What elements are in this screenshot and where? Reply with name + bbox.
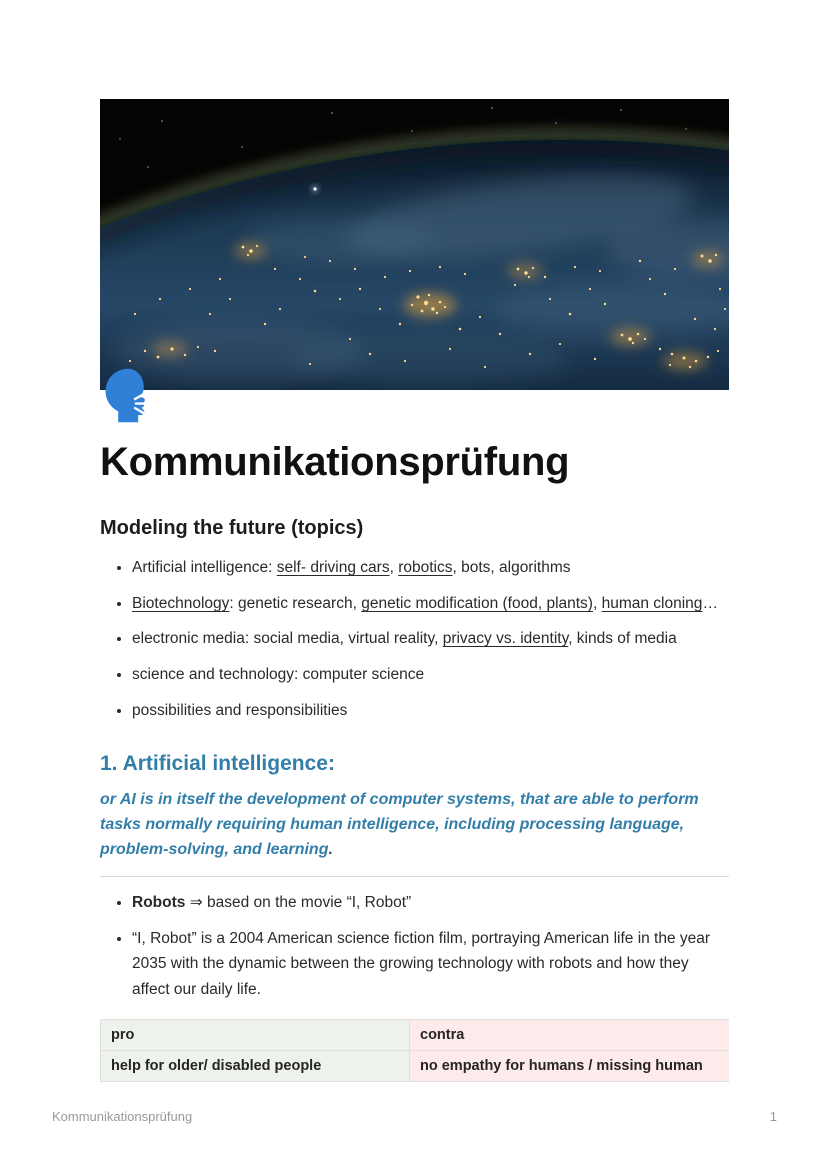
page-footer: [52, 1109, 777, 1124]
list-item: • Artificial intelligence: self- driving cars, robotics, bots, algorithms: [132, 555, 729, 581]
table-row: [101, 1050, 730, 1081]
topics-heading: Modeling the future (topics): [100, 517, 364, 539]
pro-column-header: pro: [101, 1019, 410, 1050]
list-item: • possibilities and responsibilities: [132, 698, 729, 724]
earth-night-illustration: [100, 99, 729, 390]
footer-document-title: Kommunikationsprüfung: [52, 1109, 193, 1124]
table-header-row: [101, 1019, 730, 1050]
list-item: • electronic media: social media, virtual reality, privacy vs. identity, kinds of media: [132, 626, 729, 652]
speaking-head-icon: [101, 366, 159, 424]
ai-section-heading: 1. Artificial intelligence:: [100, 751, 335, 775]
list-item: • Robots ⇒ based on the movie “I, Robot”: [132, 890, 729, 916]
robots-list: [100, 890, 729, 1003]
page-title: Kommunikationsprüfung: [100, 440, 570, 484]
footer-page-number: 1: [769, 1109, 777, 1124]
contra-column-header: contra: [410, 1019, 730, 1050]
contra-cell: no empathy for humans / missing human: [410, 1050, 730, 1081]
topics-list: [100, 555, 729, 724]
ai-definition-text: or AI is in itself the development of computer systems, that are able to perform tasks normally requiring human intelligence, including processing language, problem-solving, and learning.: [100, 790, 699, 858]
list-item: • “I, Robot” is a 2004 American science fiction film, portraying American life in the year 2035 with the dynamic between the growing technology with robots and how they affect our daily life.: [132, 926, 729, 1003]
list-item: • Biotechnology: genetic research, genetic modification (food, plants), human cloning…: [132, 591, 729, 617]
pro-contra-table: [100, 1019, 729, 1082]
cover-image-earth-night: [100, 99, 729, 390]
list-item: • science and technology: computer science: [132, 662, 729, 688]
divider: [100, 876, 729, 877]
pro-cell: help for older/ disabled people: [101, 1050, 410, 1081]
